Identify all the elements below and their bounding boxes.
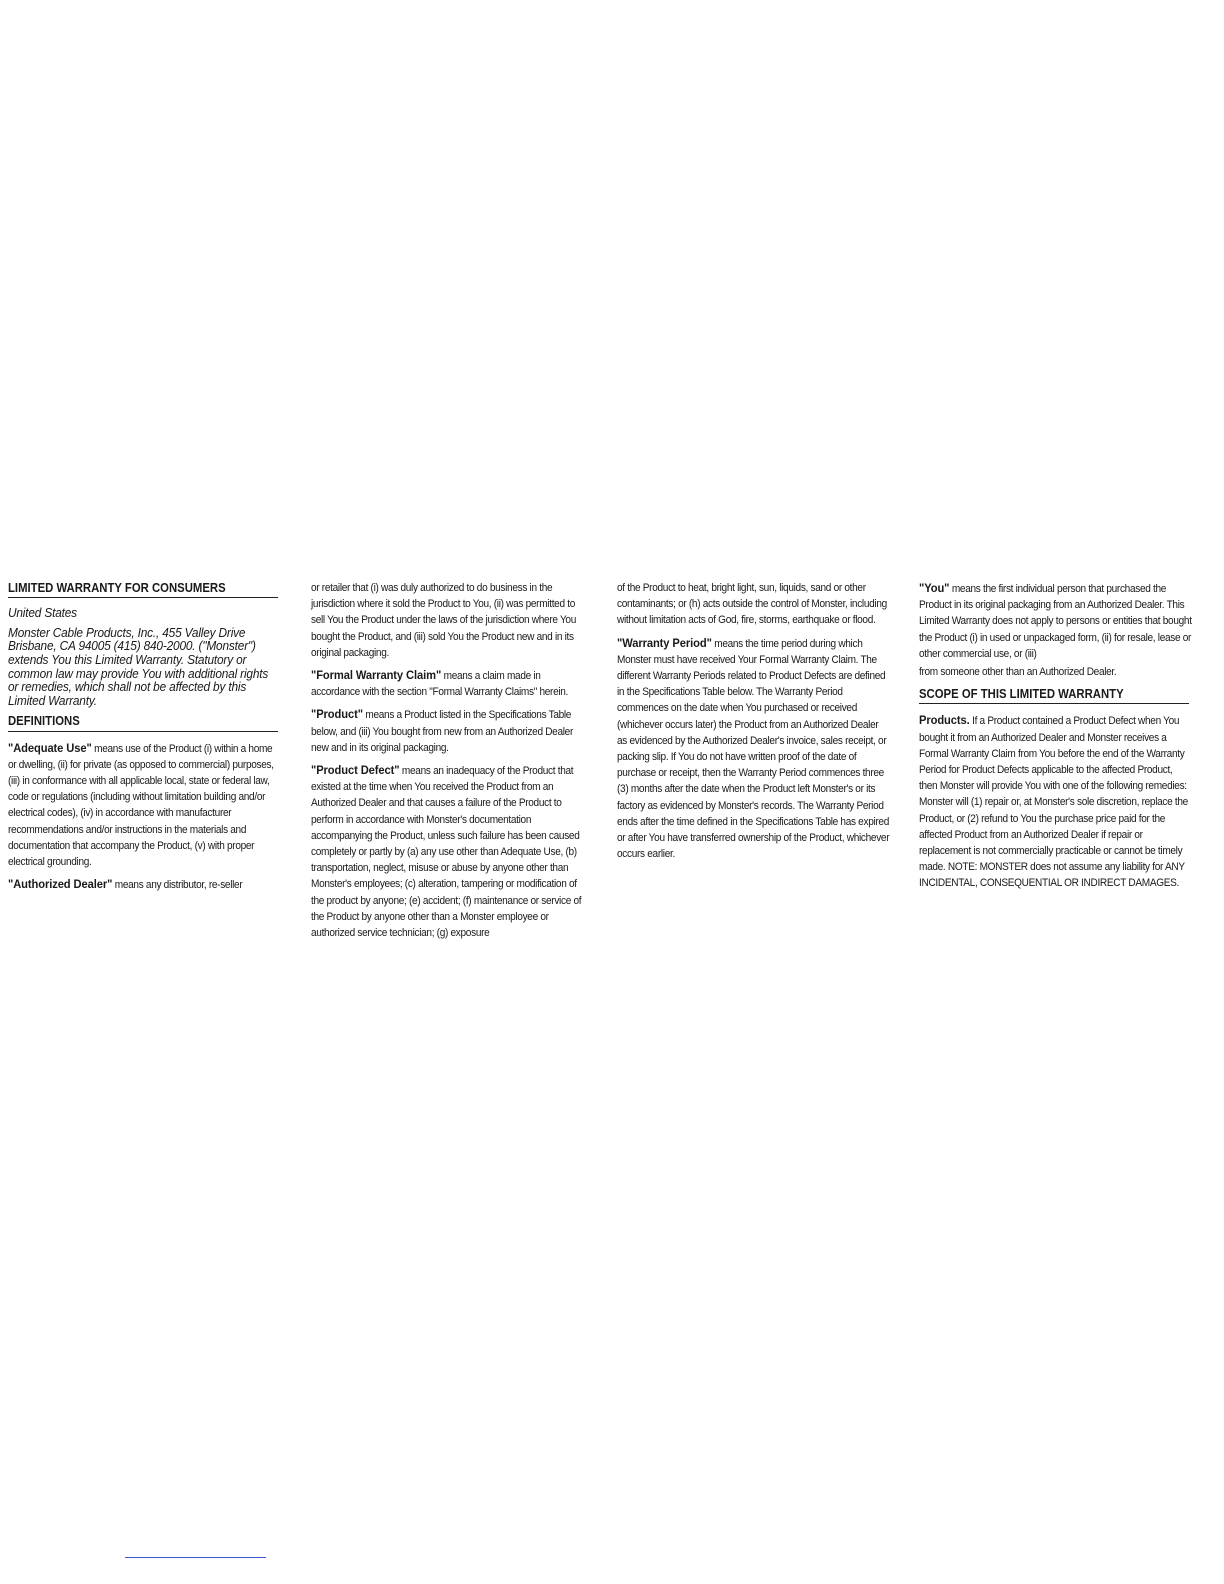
formal-warranty-claim-definition: "Formal Warranty Claim" means a claim made in accordance with the section "Formal Warranty Claims" herein. [311, 668, 569, 699]
product-definition: "Product" means a Product listed in the Specifications Table below, and (iii) You bought from new from an Authorized Dealer new and in its original packaging. [311, 707, 574, 754]
term-warranty-period: "Warranty Period" [617, 635, 712, 650]
limited-warranty-heading: LIMITED WARRANTY FOR CONSUMERS [8, 580, 278, 598]
products-scope-paragraph: Products. If a Product contained a Product Defect when You bought it from an Authorized Dealer and Monster receives a Formal Warranty Claim from You before the end of the Warranty Period for Product Defects applicable to the affected Product, then Monster will provide You with one of the following remedies: Monster will (1) repair or, at Monster's sole discretion, replace the Product, or (2) refund to You the purchase price paid for the affected Product from an Authorized Dealer if repair or replacement is not commercially practicable or cannot be timely made. NOTE: MONSTER does not assume any liability for ANY INCIDENTAL, CONSEQUENTIAL OR INDIRECT DAMAGES. [919, 713, 1188, 890]
term-formal-warranty-claim: "Formal Warranty Claim" [311, 668, 442, 683]
column-4 [919, 580, 1192, 898]
term-adequate-use: "Adequate Use" [8, 740, 92, 755]
definitions-heading: DEFINITIONS [8, 713, 278, 731]
product-defect-continuation: of the Product to heat, bright light, sun, liquids, sand or other contaminants; or (h) acts outside the control of Monster, including without limitation acts of God, fire, storms, earthquake or flood. [617, 582, 887, 627]
company-statement: Monster Cable Products, Inc., 455 Valley Drive Brisbane, CA 94005 (415) 840-2000. ("Monster") extends You this Limited Warranty. Statutory or common law may provide You with additional rights or remedies, which shall not be affected by this Limited Warranty. [8, 624, 269, 708]
footer-rule [125, 1557, 266, 1558]
warranty-period-definition: "Warranty Period" means the time period during which Monster must have received Your Formal Warranty Claim. The different Warranty Periods related to Product Defects are defined in the Specifications Table below. The Warranty Period commences on the date when You purchased or received (whichever occurs later) the Product from an Authorized Dealer as evidenced by the Authorized Dealer's invoice, sales receipt, or packing slip. If You do not have written proof of the date of purchase or receipt, then the Warranty Period commences three (3) months after the date when the Product left Monster's or its factory as evidenced by Monster's records. The Warranty Period ends after the time defined in the Specifications Table has expired or after You have transferred ownership of the Product, whichever occurs earlier. [617, 635, 890, 861]
term-product-defect: "Product Defect" [311, 763, 400, 778]
column-1 [8, 580, 280, 899]
term-you: "You" [919, 581, 950, 595]
scope-heading: SCOPE OF THIS LIMITED WARRANTY [919, 686, 1189, 704]
authorized-dealer-continuation: or retailer that (i) was duly authorized to do business in the jurisdiction where it sold the Product to You, (ii) was permitted to sell You the Product under the laws of the jurisdiction where You bought the Product, and (iii) sold You the Product new and in its original packaging. [311, 582, 576, 659]
term-authorized-dealer: "Authorized Dealer" [8, 877, 113, 892]
term-products: Products. [919, 713, 970, 728]
you-definition-tail: from someone other than an Authorized Dealer. [919, 666, 1117, 679]
product-defect-definition: "Product Defect" means an inadequacy of the Product that existed at the time when You received the Product from an Authorized Dealer and that causes a failure of the Product to perform in accordance with Monster's documentation accompanying the Product, unless such failure has been caused completely or partly by (a) any use other than Adequate Use, (b) transportation, neglect, misuse or abuse by anyone other than Monster's employees; (c) alteration, tampering or modification of the product by anyone; (e) accident; (f) maintenance or service of the Product by anyone other than a Monster employee or authorized service technician; (g) exposure [311, 763, 582, 940]
you-definition: "You" means the first individual person that purchased the Product in its original packaging from an Authorized Dealer. This Limited Warranty does not apply to persons or entities that bought the Product (i) in used or unpackaged form, (ii) for resale, lease or other commercial use, or (iii) [919, 581, 1192, 660]
column-3 [617, 580, 890, 868]
term-product: "Product" [311, 707, 363, 722]
address-block [8, 606, 280, 707]
authorized-dealer-definition: "Authorized Dealer" means any distributor, re-seller [8, 877, 243, 892]
adequate-use-definition: "Adequate Use" means use of the Product (i) within a home or dwelling, (ii) for private (as opposed to commercial) purposes, (iii) in conformance with all applicable local, state or federal law, code or regulations (including without limitation building and/or electrical codes), (iv) in accordance with manufacturer recommendations and/or instructions in the materials and documentation that accompany the Product, (v) with proper electrical grounding. [8, 740, 274, 868]
column-2 [311, 580, 586, 947]
region-label: United States [8, 605, 77, 621]
